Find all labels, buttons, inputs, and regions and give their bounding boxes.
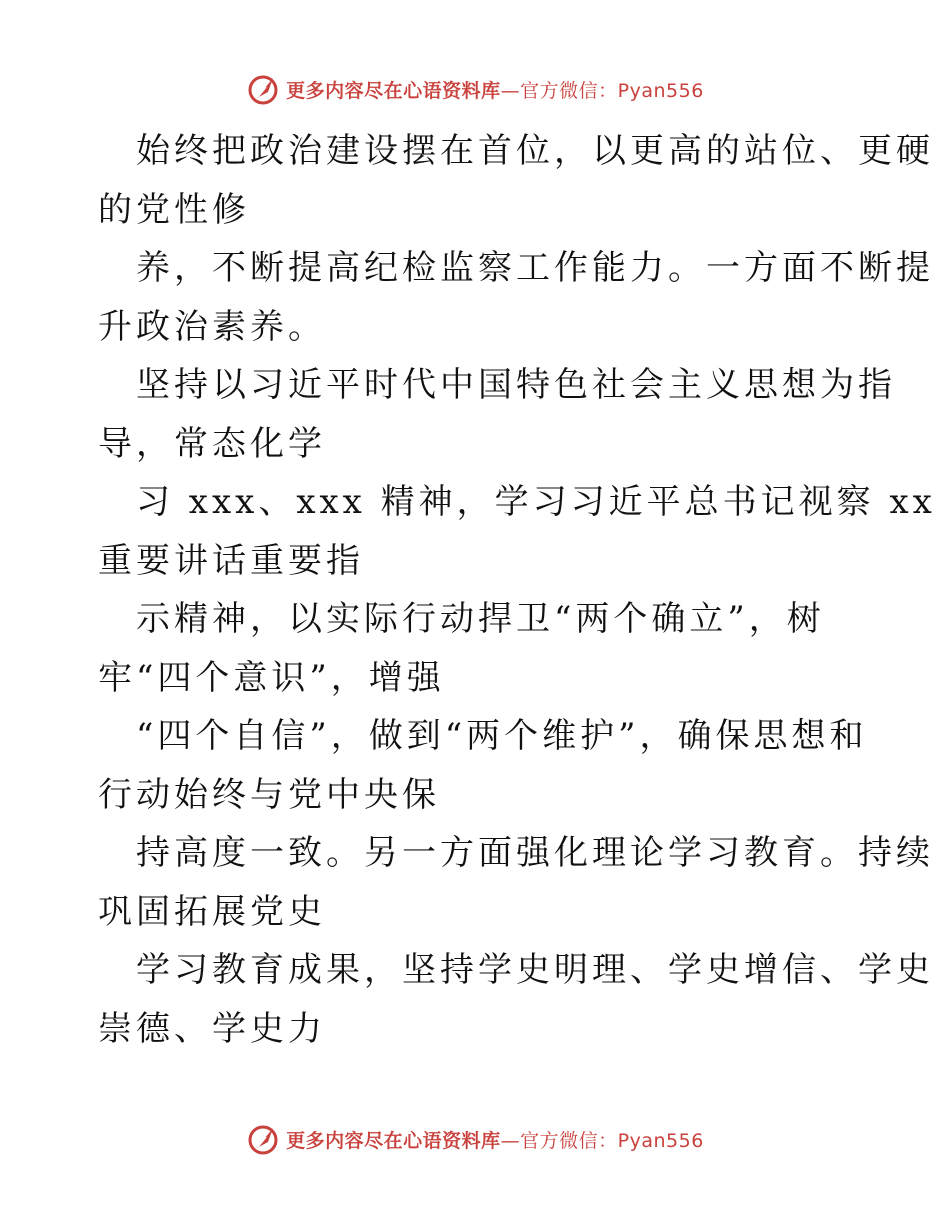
body-text-line: 巩固拓展党史	[98, 891, 326, 932]
body-text-line: 升政治素养。	[98, 306, 326, 347]
watermark-separator: —	[500, 79, 521, 102]
watermark-separator: —	[500, 1129, 521, 1152]
quill-logo-icon	[246, 72, 280, 106]
watermark-text	[286, 76, 704, 103]
body-text-line: 导，常态化学	[98, 423, 326, 464]
quill-logo-icon	[246, 1122, 280, 1156]
document-body	[98, 122, 936, 1058]
watermark-official: 官方微信：Pyan556	[520, 1129, 704, 1152]
watermark-main: 更多内容尽在心语资料库	[286, 79, 501, 102]
body-text-line: 示精神，以实际行动捍卫“两个确立”，树	[136, 599, 825, 639]
body-text-line: 牢“四个意识”，增强	[98, 657, 445, 698]
body-text-line: 养，不断提高纪检监察工作能力。一方面不断提	[136, 248, 934, 288]
body-text-line: 的党性修	[98, 189, 250, 230]
body-text-line: 重要讲话重要指	[98, 540, 364, 581]
body-text-line: 崇德、学史力	[98, 1008, 326, 1049]
body-text-line: 持高度一致。另一方面强化理论学习教育。持续	[136, 833, 934, 873]
watermark-text	[286, 1126, 704, 1153]
watermark-official: 官方微信：Pyan556	[520, 79, 704, 102]
header-watermark	[0, 72, 950, 106]
body-text-line: 坚持以习近平时代中国特色社会主义思想为指	[136, 365, 896, 405]
body-text-line: 习 xxx、xxx 精神，学习习近平总书记视察 xx	[136, 482, 936, 522]
body-text-line: “四个自信”，做到“两个维护”，确保思想和	[136, 716, 868, 756]
body-text-line: 始终把政治建设摆在首位，以更高的站位、更硬	[136, 131, 934, 171]
footer-watermark	[0, 1122, 950, 1156]
body-text-line: 学习教育成果，坚持学史明理、学史增信、学史	[136, 950, 934, 990]
watermark-main: 更多内容尽在心语资料库	[286, 1129, 501, 1152]
body-text-line: 行动始终与党中央保	[98, 774, 440, 815]
